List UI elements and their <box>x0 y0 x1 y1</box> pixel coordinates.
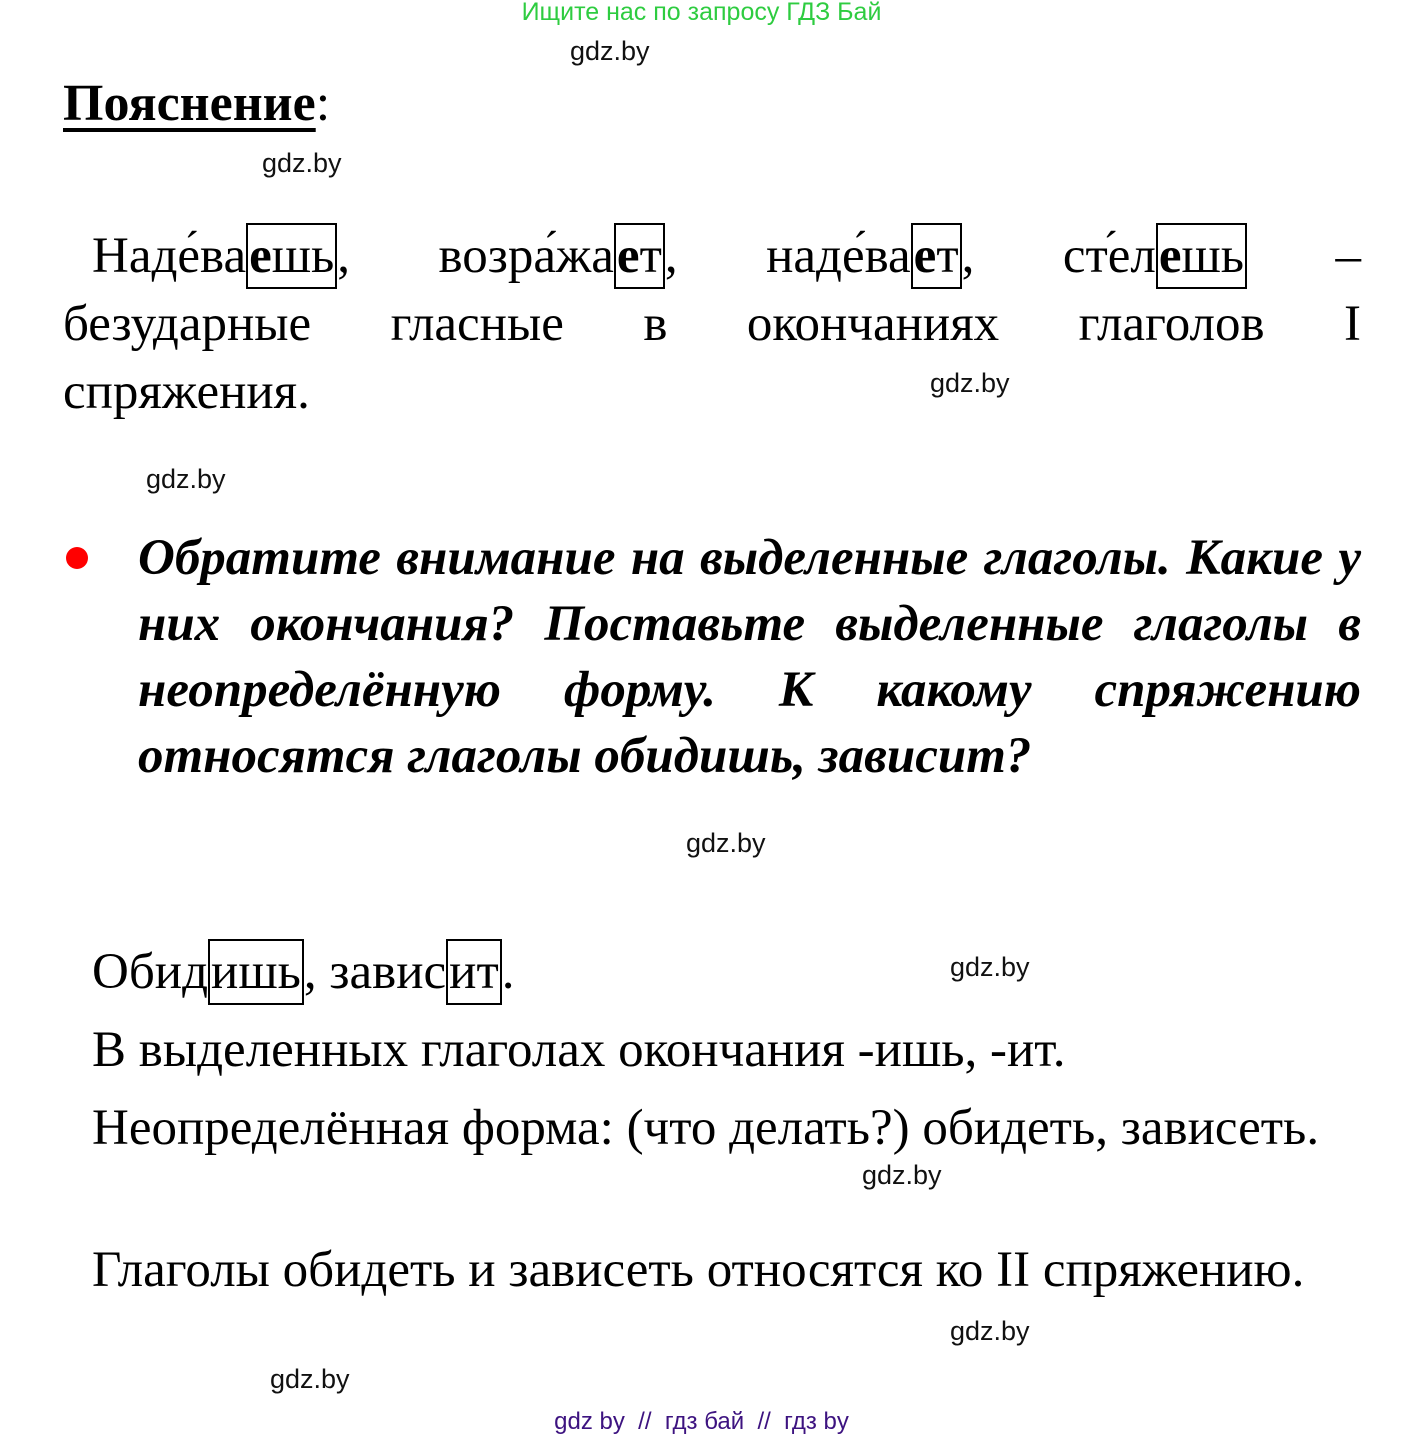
ending-box: ет <box>911 223 962 289</box>
bullet-icon <box>66 547 88 569</box>
ending-box: ет <box>614 223 665 289</box>
footer-links: gdz by // гдз бай // гдз by <box>554 1408 849 1435</box>
verb-word: Надева ´ешь, <box>92 228 350 284</box>
ending-box: ешь <box>1156 223 1247 289</box>
answer-paragraph: Глаголы обидеть и зависеть относятся ко II спряжению. <box>92 1242 1305 1298</box>
watermark: gdz.by <box>262 148 342 178</box>
watermark: gdz.by <box>570 36 650 66</box>
watermark: gdz.by <box>686 828 766 858</box>
explanation-paragraph <box>63 222 1361 426</box>
watermark: gdz.by <box>950 1316 1030 1346</box>
ending-box: ит <box>446 939 502 1005</box>
verb-word: возража ´ет, <box>439 228 678 284</box>
verb-word: сте ´лешь <box>1063 228 1247 284</box>
answer-paragraph: В выделенных глаголах окончания -ишь, -ит. <box>92 1022 1066 1078</box>
answer-verbs: Обидишь, зависит. <box>63 938 1361 1006</box>
watermark: gdz.by <box>146 464 226 494</box>
watermark: gdz.by <box>270 1364 350 1394</box>
search-banner: Ищите нас по запросу ГДЗ Бай <box>521 0 882 26</box>
explanation-line: спряжения. <box>63 364 310 420</box>
watermark: gdz.by <box>862 1160 942 1190</box>
verb-word: надева ´ет, <box>766 228 974 284</box>
explanation-line: безударные гласные в окончаниях глаголов I <box>63 296 1361 352</box>
watermark: gdz.by <box>950 952 1030 982</box>
task-question: Обратите внимание на выделенные глаголы. Какие у них окончания? Поставьте выделенные глаголы в неопределённую форму. К какому спряжению относятся глаголы обидишь, зависит? <box>138 530 1361 784</box>
ending-box: ешь <box>246 223 337 289</box>
page-title: Пояснение: <box>63 75 331 132</box>
ending-box: ишь <box>208 939 304 1005</box>
watermark: gdz.by <box>930 368 1010 398</box>
answer-paragraph: Неопределённая форма: (что делать?) обидеть, зависеть. <box>92 1100 1320 1156</box>
dash: – <box>1335 228 1362 284</box>
verb-line <box>63 222 1361 290</box>
